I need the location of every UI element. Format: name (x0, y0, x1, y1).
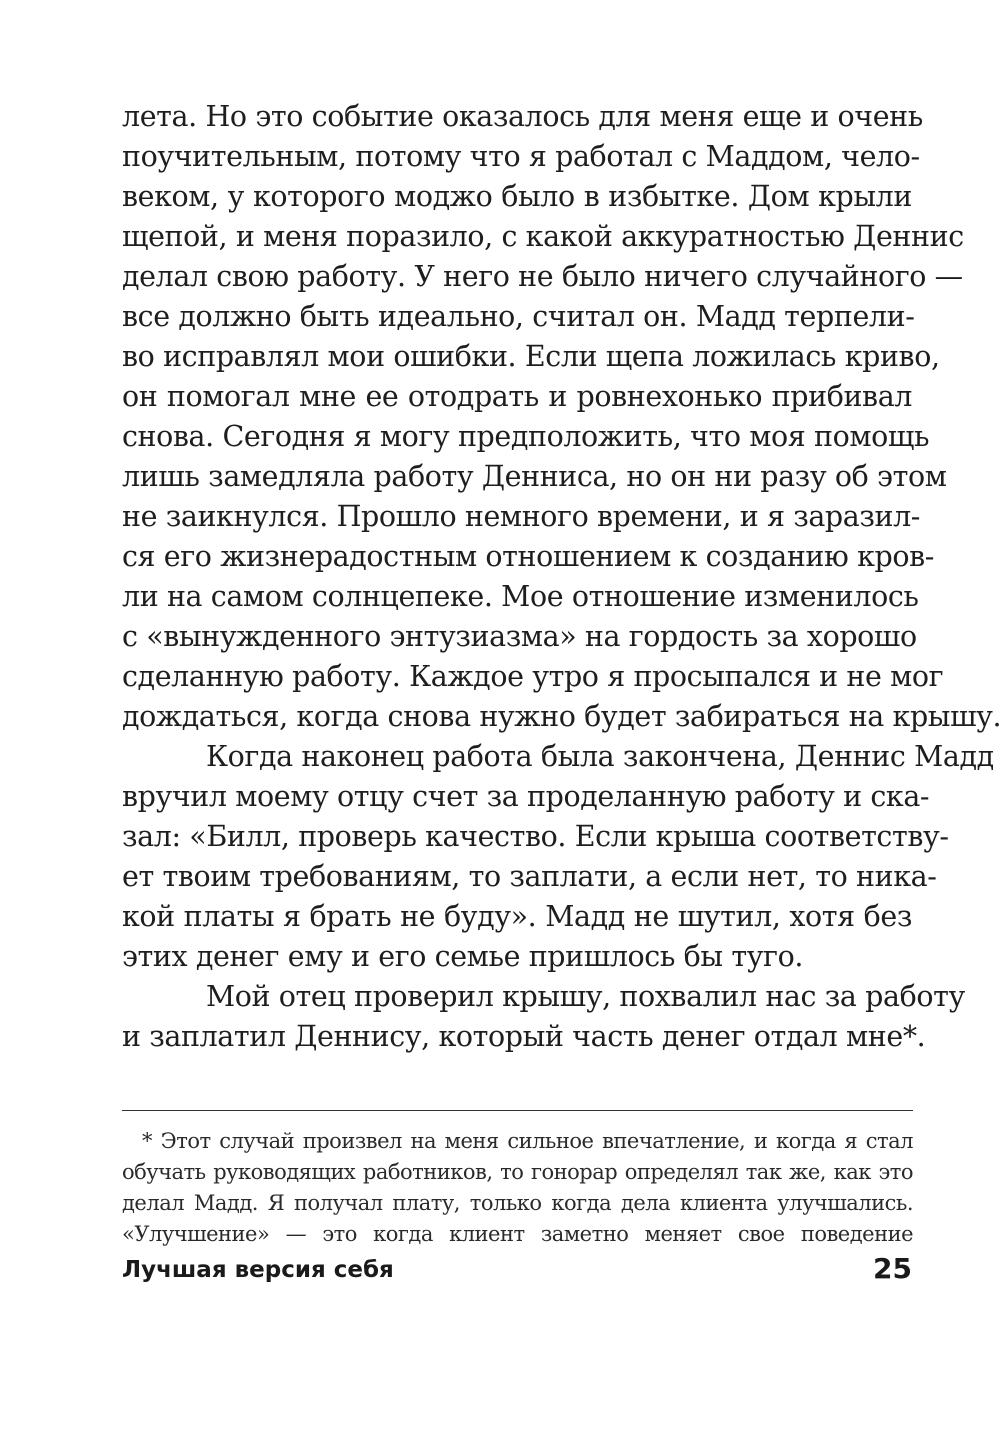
text-line: вручил моему отцу счет за проделанную работу и ска- (122, 780, 930, 813)
text-line: поучительным, потому что я работал с Маддом, чело- (122, 140, 920, 173)
text-line: Когда наконец работа была закончена, Деннис Мадд (206, 740, 994, 773)
footnote-line: обучать руководящих работников, то гонорар определял так же, как это (122, 1160, 913, 1184)
text-line: ли на самом солнцепеке. Мое отношение изменилось (122, 580, 919, 613)
text-line: зал: «Билл, проверь качество. Если крыша соответству- (122, 820, 949, 853)
text-line: щепой, и меня поразило, с какой аккуратностью Деннис (122, 220, 964, 253)
text-line: сделанную работу. Каждое утро я просыпался и не мог (122, 660, 944, 693)
text-line: ся его жизнерадостным отношением к созданию кров- (122, 540, 934, 573)
footnote-line: «Улучшение» — это когда клиент заметно меняет свое поведение (122, 1222, 913, 1246)
text-line: не заикнулся. Прошло немного времени, и я заразил- (122, 500, 921, 533)
footnote-divider (122, 1110, 913, 1111)
text-line: он помогал мне ее отодрать и ровнехонько прибивал (122, 380, 912, 413)
text-line: во исправлял мои ошибки. Если щепа ложилась криво, (122, 340, 940, 373)
main-text (122, 97, 1001, 1057)
footnote-line: делал Мадд. Я получал плату, только когда дела клиента улучшались. (122, 1191, 913, 1215)
text-line: веком, у которого моджо было в избытке. Дом крыли (122, 180, 912, 213)
text-line: с «вынужденного энтузиазма» на гордость за хорошо (122, 620, 917, 653)
text-line: кой платы я брать не буду». Мадд не шутил, хотя без (122, 900, 912, 933)
text-line: Мой отец проверил крышу, похвалил нас за работу (206, 980, 965, 1013)
text-line: снова. Сегодня я могу предположить, что моя помощь (122, 420, 930, 453)
page-number: 25 (873, 1252, 912, 1285)
text-line: лишь замедляла работу Денниса, но он ни разу об этом (122, 460, 947, 493)
footnote (122, 1126, 913, 1250)
text-line: делал свою работу. У него не было ничего случайного — (122, 260, 963, 293)
text-line: и заплатил Деннису, который часть денег отдал мне*. (122, 1020, 926, 1053)
text-line: этих денег ему и его семье пришлось бы туго. (122, 940, 804, 973)
text-line: ет твоим требованиям, то заплати, а если нет, то ника- (122, 860, 937, 893)
text-line: все должно быть идеально, считал он. Мадд терпели- (122, 300, 915, 333)
text-line: лета. Но это событие оказалось для меня еще и очень (122, 100, 923, 133)
footnote-line: * Этот случай произвел на меня сильное впечатление, и когда я стал (142, 1129, 913, 1153)
text-line: дождаться, когда снова нужно будет забираться на крышу. (122, 700, 1001, 733)
running-footer-title: Лучшая версия себя (122, 1257, 394, 1283)
